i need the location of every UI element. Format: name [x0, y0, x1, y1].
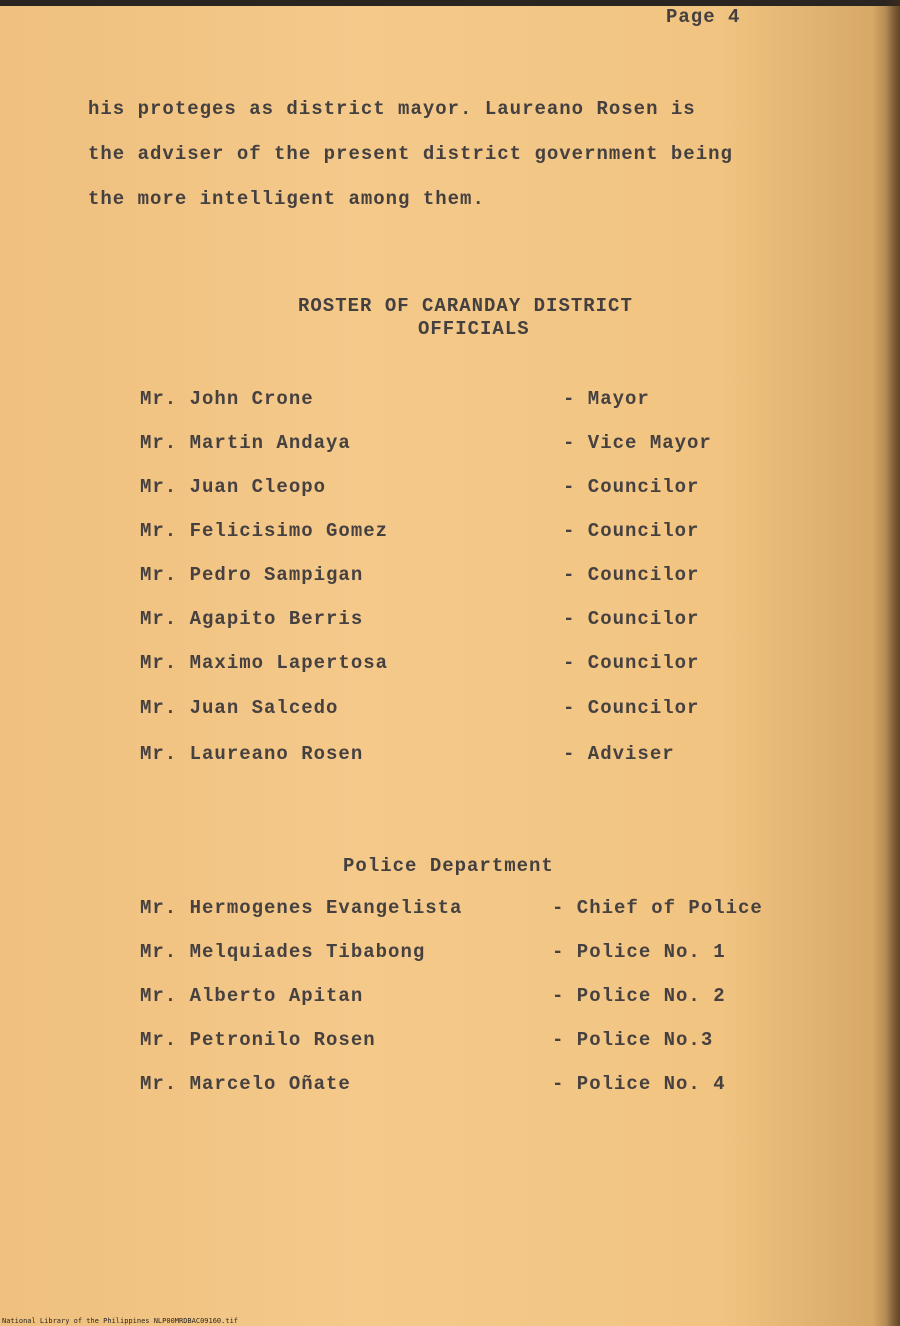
- list-item: [0, 432, 900, 462]
- scan-top-border: [0, 0, 900, 6]
- bleed-through-text: [110, 168, 122, 190]
- official-name: Mr. Pedro Sampigan: [140, 564, 364, 586]
- police-role: - Chief of Police: [552, 897, 763, 919]
- official-name: Mr. Maximo Lapertosa: [140, 652, 389, 674]
- list-item: [0, 985, 900, 1015]
- list-item: [0, 697, 900, 727]
- official-role: - Councilor: [563, 697, 700, 719]
- official-name: Mr. Juan Cleopo: [140, 476, 327, 498]
- official-name: Mr. Agapito Berris: [140, 608, 364, 630]
- official-role: - Vice Mayor: [563, 432, 712, 454]
- official-name: Mr. Juan Salcedo: [140, 697, 339, 719]
- official-role: - Mayor: [563, 388, 650, 410]
- list-item: [0, 608, 900, 638]
- official-name: Mr. Felicisimo Gomez: [140, 520, 389, 542]
- police-section-title: Police Department: [343, 855, 554, 877]
- police-name: Mr. Hermogenes Evangelista: [140, 897, 463, 919]
- police-role: - Police No. 1: [552, 941, 726, 963]
- official-role: - Councilor: [563, 608, 700, 630]
- official-name: Mr. Martin Andaya: [140, 432, 351, 454]
- official-role: - Councilor: [563, 476, 700, 498]
- list-item: [0, 1073, 900, 1103]
- official-name: Mr. Laureano Rosen: [140, 743, 364, 765]
- roster-title: ROSTER OF CARANDAY DISTRICT: [298, 295, 633, 317]
- list-item: [0, 941, 900, 971]
- police-name: Mr. Petronilo Rosen: [140, 1029, 376, 1051]
- official-name: Mr. John Crone: [140, 388, 314, 410]
- list-item: [0, 520, 900, 550]
- police-role: - Police No. 2: [552, 985, 726, 1007]
- official-role: - Councilor: [563, 564, 700, 586]
- police-role: - Police No. 4: [552, 1073, 726, 1095]
- intro-line: the more intelligent among them.: [88, 188, 485, 210]
- page-number: Page 4: [666, 6, 741, 28]
- official-role: - Adviser: [563, 743, 675, 765]
- official-role: - Councilor: [563, 520, 700, 542]
- official-role: - Councilor: [563, 652, 700, 674]
- list-item: [0, 743, 900, 773]
- list-item: [0, 564, 900, 594]
- scan-footer-caption: National Library of the Philippines NLP00MRDBAC09160.tif: [2, 1317, 239, 1325]
- list-item: [0, 1029, 900, 1059]
- list-item: [0, 476, 900, 506]
- police-name: Mr. Alberto Apitan: [140, 985, 364, 1007]
- intro-line: his proteges as district mayor. Laureano Rosen is: [88, 98, 696, 120]
- list-item: [0, 897, 900, 927]
- police-role: - Police No.3: [552, 1029, 714, 1051]
- roster-subtitle: OFFICIALS: [418, 318, 530, 340]
- police-name: Mr. Marcelo Oñate: [140, 1073, 351, 1095]
- list-item: [0, 652, 900, 682]
- intro-line: the adviser of the present district government being: [88, 143, 733, 165]
- list-item: [0, 388, 900, 418]
- police-name: Mr. Melquiades Tibabong: [140, 941, 426, 963]
